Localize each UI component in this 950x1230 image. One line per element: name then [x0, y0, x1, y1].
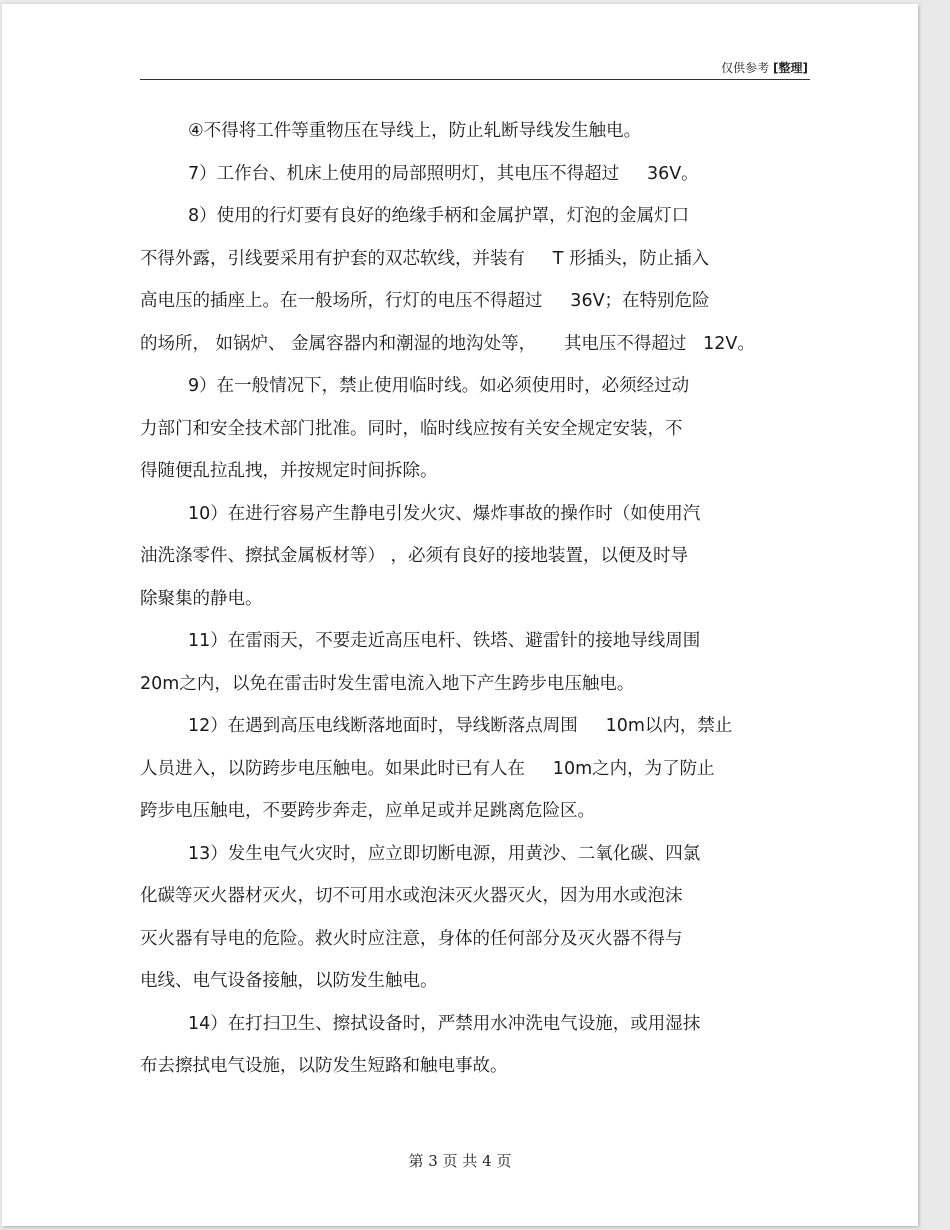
body-text: [140, 110, 820, 1088]
text-line: 高电压的插座上。在一般场所，行灯的电压不得超过 36V；在特别危险: [140, 291, 710, 311]
text-line: 9）在一般情况下，禁止使用临时线。如必须使用时，必须经过动: [188, 376, 690, 396]
text-line: 布去擦拭电气设施，以防发生短路和触电事故。: [140, 1056, 508, 1076]
header-note: 仅供参考: [721, 61, 770, 75]
text-line: 得随便乱拉乱拽，并按规定时间拆除。: [140, 461, 438, 481]
text-line: 油洗涤零件、擦拭金属板材等） ，必须有良好的接地装置，以便及时导: [140, 546, 689, 566]
text-line: ④不得将工件等重物压在导线上，防止轧断导线发生触电。: [188, 121, 642, 141]
text-line: 8）使用的行灯要有良好的绝缘手柄和金属护罩，灯泡的金属灯口: [188, 206, 690, 226]
text-line: 11）在雷雨天，不要走近高压电杆、铁塔、避雷针的接地导线周围: [188, 631, 701, 651]
page-footer: 第 3 页 共 4 页: [408, 1152, 512, 1170]
header-rule: [140, 79, 810, 80]
text-line: 12）在遇到高压电线断落地面时，导线断落点周围 10m以内，禁止: [188, 716, 733, 736]
text-line: 20m之内，以免在雷击时发生雷电流入地下产生跨步电压触电。: [140, 673, 635, 694]
text-line: 除聚集的静电。: [140, 588, 263, 609]
text-line: 灭火器有导电的危险。救火时应注意，身体的任何部分及灭火器不得与: [140, 928, 683, 949]
text-line: 14）在打扫卫生、擦拭设备时，严禁用水冲洗电气设施，或用湿抹: [188, 1013, 701, 1034]
text-line: 10）在进行容易产生静电引发火灾、爆炸事故的操作时（如使用汽: [188, 503, 701, 524]
text-line: 的场所， 如锅炉、 金属容器内和潮湿的地沟处等， 其电压不得超过 12V。: [140, 333, 755, 354]
text-line: 力部门和安全技术部门批准。同时，临时线应按有关安全规定安装，不: [140, 418, 683, 439]
text-line: 不得外露，引线要采用有护套的双芯软线，并装有 T 形插头，防止插入: [140, 248, 710, 269]
text-line: 电线、电气设备接触，以防发生触电。: [140, 971, 438, 991]
text-line: 7）工作台、机床上使用的局部照明灯，其电压不得超过 36V。: [188, 163, 699, 184]
text-line: 人员进入，以防跨步电压触电。如果此时已有人在 10m之内，为了防止: [140, 758, 715, 779]
page-header: [721, 59, 808, 76]
text-line: 跨步电压触电，不要跨步奔走，应单足或并足跳离危险区。: [140, 801, 595, 821]
text-line: 13）发生电气火灾时，应立即切断电源，用黄沙、二氧化碳、四氯: [188, 843, 701, 864]
header-tag: [整理]: [773, 61, 808, 75]
text-line: 化碳等灭火器材灭火，切不可用水或泡沫灭火器灭火，因为用水或泡沫: [140, 886, 683, 906]
document-page: [2, 4, 918, 1226]
